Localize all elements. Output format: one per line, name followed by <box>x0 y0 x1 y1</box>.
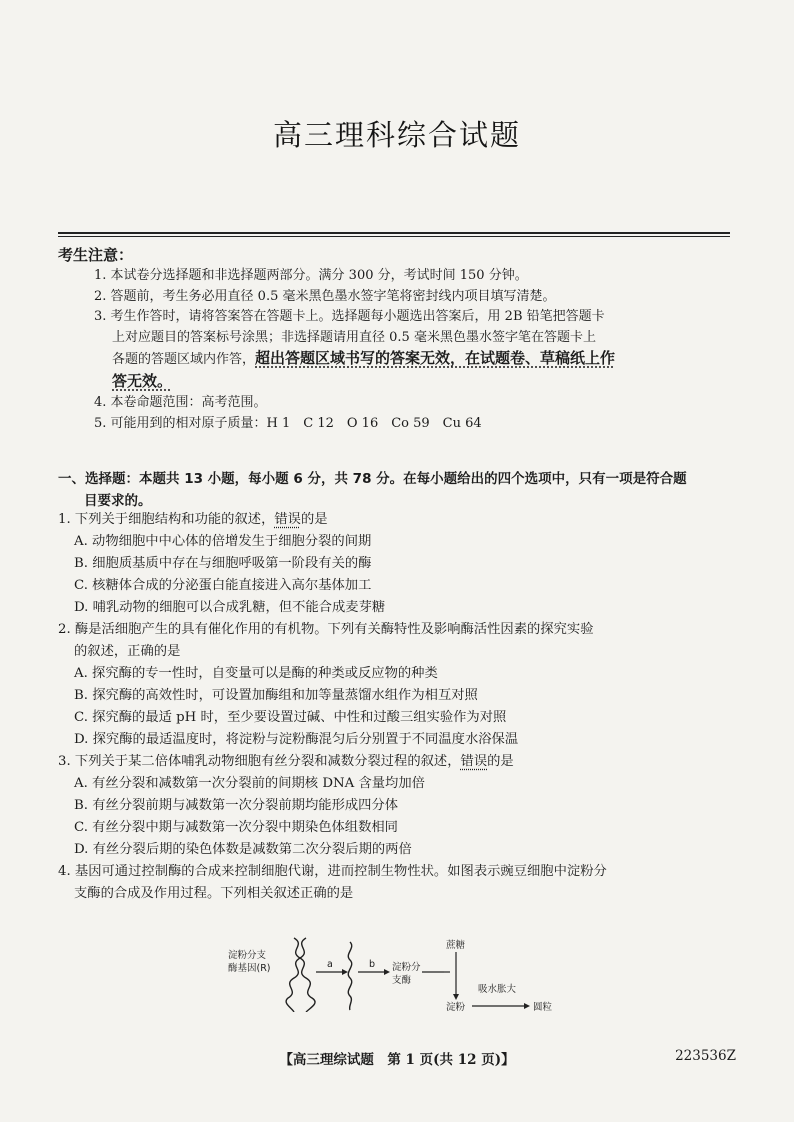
arrow-right-icon <box>472 1003 530 1009</box>
notice-item-5: 5. 可能用到的相对原子质量：H 1 C 12 O 16 Co 59 Cu 64 <box>94 415 482 431</box>
section-heading-line-1: 一、选择题：本题共 13 小题，每小题 6 分，共 78 分。在每小题给出的四个选项中，只有一项是符合题 <box>58 471 687 487</box>
notice-item-3-cont-3 <box>94 371 734 394</box>
question-3-stem <box>58 751 738 773</box>
notice-item-3: 3. 考生作答时，请将答案答在答题卡上。选择题每小题选出答案后，用 2B 铅笔把答题卡 <box>94 309 605 324</box>
question-3-text: 3. 下列关于某二倍体哺乳动物细胞有丝分裂和减数分裂过程的叙述， <box>58 754 461 769</box>
question-4-text: 4. 基因可通过控制酶的合成来控制细胞代谢，进而控制生物性状。如图表示豌豆细胞中淀粉分 <box>58 864 607 879</box>
question-2-option-a: A. 探究酶的专一性时，自变量可以是酶的种类或反应物的种类 <box>74 666 438 681</box>
notice-item-4: 4. 本卷命题范围：高考范围。 <box>94 395 267 410</box>
step-a-label: a <box>327 959 333 970</box>
question-list <box>58 509 738 905</box>
exam-code: 223536Z <box>675 1048 736 1064</box>
question-3-emphasis: 错误 <box>460 754 488 769</box>
notice-list <box>94 266 734 434</box>
question-4-stem <box>58 861 738 905</box>
question-1-option-b: B. 细胞质基质中存在与细胞呼吸第一阶段有关的酶 <box>74 556 372 571</box>
question-2-option-b: B. 探究酶的高效性时，可设置加酶组和加等量蒸馏水组作为相互对照 <box>74 688 478 703</box>
question-3-option-c: C. 有丝分裂中期与减数第一次分裂中期染色体组数相同 <box>74 820 398 835</box>
question-2-stem <box>58 619 738 663</box>
question-1-text: 1. 下列关于细胞结构和功能的叙述， <box>58 512 275 527</box>
step-b-label: b <box>369 959 376 970</box>
enzyme-label-line-2: 支酶 <box>392 975 412 986</box>
mrna-strand-icon <box>348 942 351 1010</box>
page-title: 高三理科综合试题 <box>272 118 521 152</box>
gene-label-line-2: 酶基因(R) <box>228 963 271 974</box>
question-3-text-end: 的是 <box>487 754 514 769</box>
water-absorption-label: 吸水胀大 <box>478 984 517 995</box>
notice-item-3-text: 各题的答题区域内作答， <box>112 352 256 367</box>
question-1-stem <box>58 509 738 531</box>
sucrose-label: 蔗糖 <box>446 940 466 951</box>
dna-double-helix-icon <box>286 938 315 1012</box>
question-2-option-c: C. 探究酶的最适 pH 时，至少要设置过碱、中性和过酸三组实验作为对照 <box>74 710 507 725</box>
notice-emphasis: 超出答题区域书写的答案无效，在试题卷、草稿纸上作 <box>255 349 616 367</box>
notice-item-2: 2. 答题前，考生务必用直径 0.5 毫米黑色墨水签字笔将密封线内项目填写清楚。 <box>94 288 556 304</box>
round-seed-label: 圆粒 <box>533 1002 553 1012</box>
question-3-option-a: A. 有丝分裂和减数第一次分裂前的间期核 DNA 含量均加倍 <box>74 776 425 791</box>
question-3-option-d: D. 有丝分裂后期的染色体数是减数第二次分裂后期的两倍 <box>74 842 412 857</box>
section-heading-line-2: 目要求的。 <box>84 493 152 509</box>
notice-emphasis-end: 答无效。 <box>112 371 173 390</box>
notice-heading: 考生注意： <box>58 246 134 264</box>
header-rule <box>58 232 730 234</box>
question-1-text-end: 的是 <box>300 512 328 527</box>
enzyme-pathway-diagram <box>224 936 564 1012</box>
question-1-option-a: A. 动物细胞中中心体的倍增发生于细胞分裂的间期 <box>74 534 372 549</box>
question-1-emphasis: 错误 <box>274 512 301 527</box>
notice-item-3-cont-2 <box>94 348 734 371</box>
enzyme-label-line-1: 淀粉分 <box>392 962 421 973</box>
question-2-option-d: D. 探究酶的最适温度时，将淀粉与淀粉酶混匀后分别置于不同温度水浴保温 <box>74 732 519 747</box>
question-4-text-cont: 支酶的合成及作用过程。下列相关叙述正确的是 <box>74 886 354 901</box>
starch-label: 淀粉 <box>446 1002 466 1012</box>
notice-item-3-cont-1: 上对应题目的答案标号涂黑；非选择题请用直径 0.5 毫米黑色墨水签字笔在答题卡上 <box>112 329 596 345</box>
gene-label-line-1: 淀粉分支 <box>228 950 267 961</box>
question-2-text-cont: 的叙述，正确的是 <box>74 644 181 659</box>
notice-item-1: 1. 本试卷分选择题和非选择题两部分。满分 300 分，考试时间 150 分钟。 <box>94 268 528 283</box>
arrow-down-icon <box>453 952 459 1000</box>
question-3-option-b: B. 有丝分裂前期与减数第一次分裂前期均能形成四分体 <box>74 798 399 813</box>
page-footer: 【高三理综试题 第 1 页(共 12 页)】 <box>279 1052 515 1068</box>
question-1-option-c: C. 核糖体合成的分泌蛋白能直接进入高尔基体加工 <box>74 578 372 593</box>
question-1-option-d: D. 哺乳动物的细胞可以合成乳糖，但不能合成麦芽糖 <box>74 600 386 615</box>
section-heading <box>58 468 738 512</box>
header-rule-thin <box>58 236 730 237</box>
question-2-text: 2. 酶是活细胞产生的具有催化作用的有机物。下列有关酶特性及影响酶活性因素的探究实验 <box>58 622 594 637</box>
